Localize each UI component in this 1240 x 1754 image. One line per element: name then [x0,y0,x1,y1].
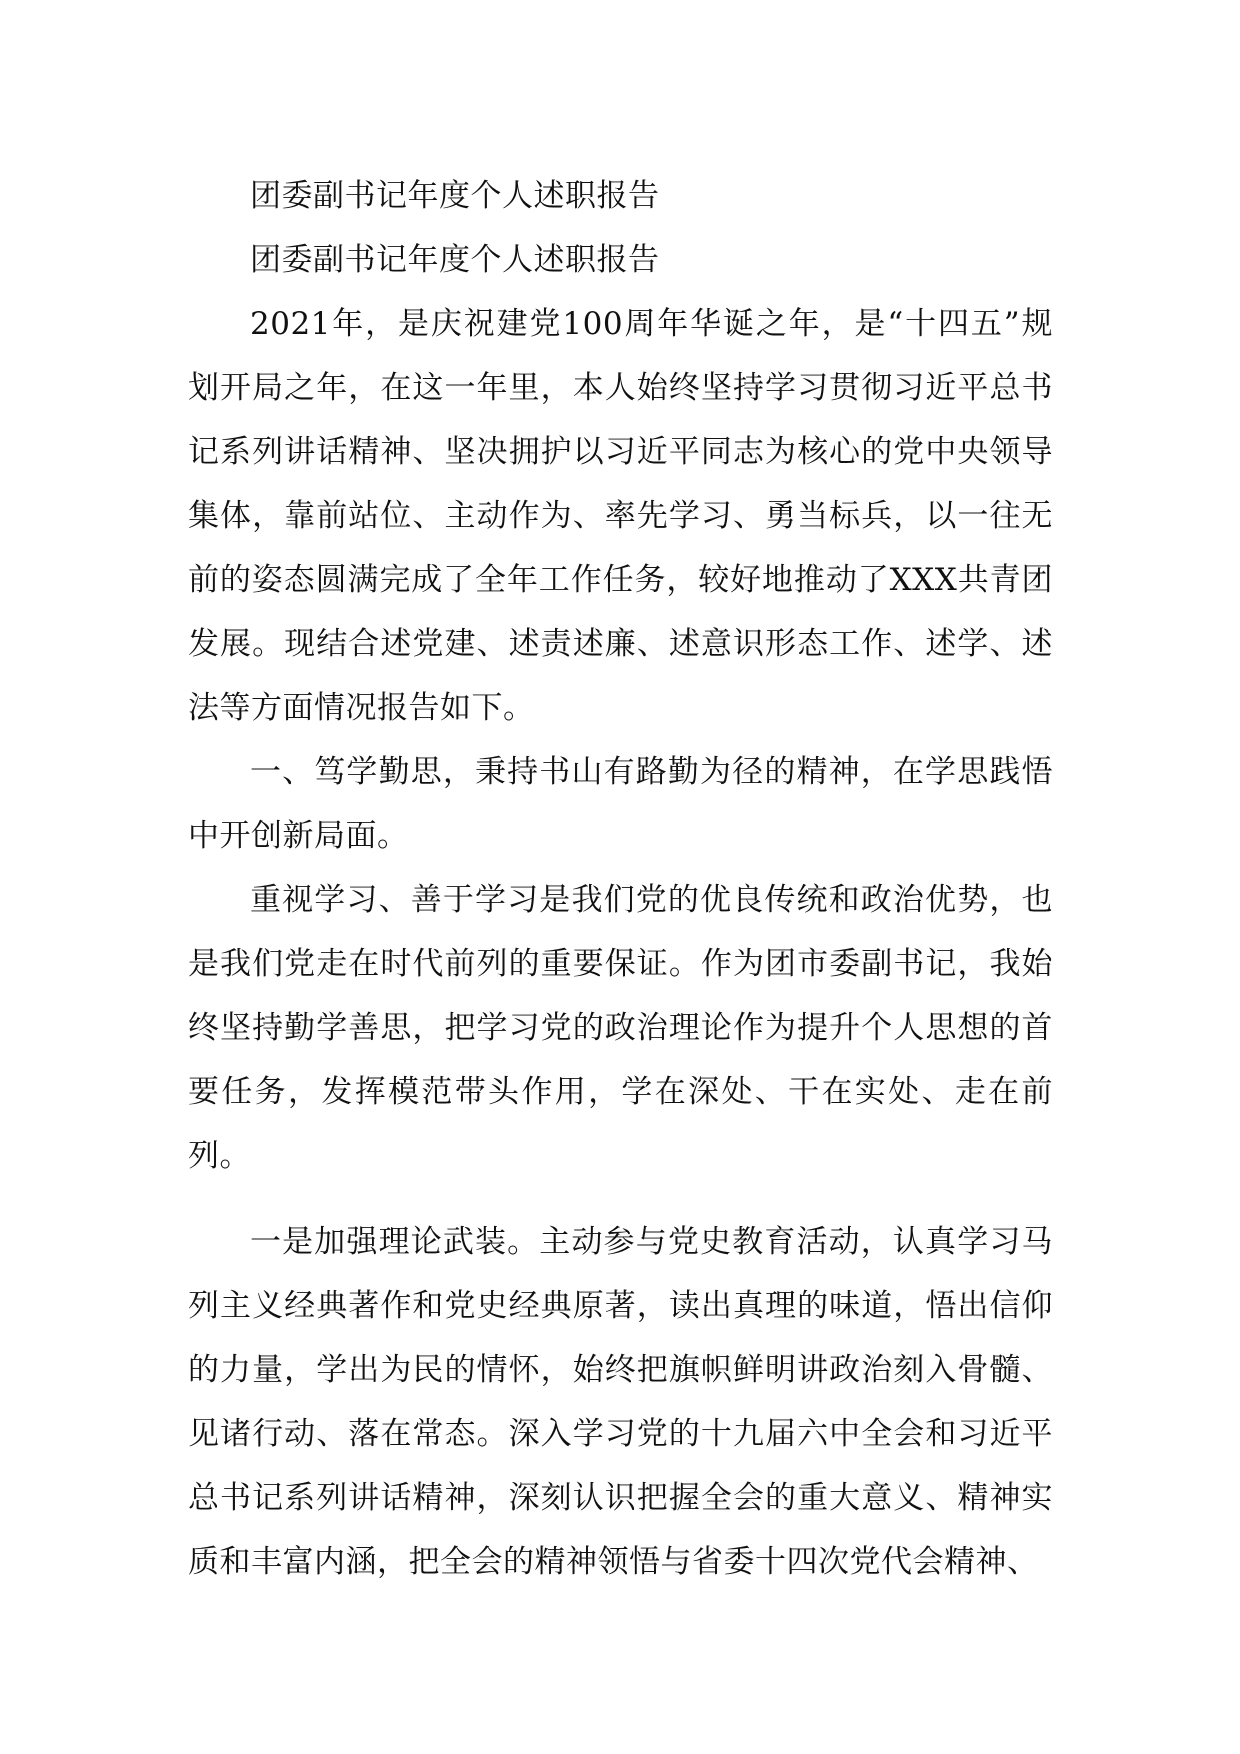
paragraph-study: 重视学习、善于学习是我们党的优良传统和政治优势，也是我们党走在时代前列的重要保证。作为团市委副书记，我始终坚持勤学善思，把学习党的政治理论作为提升个人思想的首要任务，发挥模范带头作用，学在深处、干在实处、走在前列。 [188,882,1053,1174]
section-heading-1: 一、笃学勤思，秉持书山有路勤为径的精神，在学思践悟中开创新局面。 [188,754,1053,854]
document-body [188,164,1053,1594]
document-subtitle: 团委副书记年度个人述职报告 [250,242,660,278]
paragraph-theory: 一是加强理论武装。主动参与党史教育活动，认真学习马列主义经典著作和党史经典原著，读出真理的味道，悟出信仰的力量，学出为民的情怀，始终把旗帜鲜明讲政治刻入骨髓、见诸行动、落在常态。深入学习党的十九届六中全会和习近平总书记系列讲话精神，深刻认识把握全会的重大意义、精神实质和丰富内涵，把全会的精神领悟与省委十四次党代会精神、 [188,1224,1053,1580]
document-title: 团委副书记年度个人述职报告 [250,178,660,214]
paragraph-intro: 2021年，是庆祝建党100周年华诞之年，是“十四五”规划开局之年，在这一年里，本人始终坚持学习贯彻习近平总书记系列讲话精神、坚决拥护以习近平同志为核心的党中央领导集体，靠前站位、主动作为、率先学习、勇当标兵，以一往无前的姿态圆满完成了全年工作任务，较好地推动了XXX共青团发展。现结合述党建、述责述廉、述意识形态工作、述学、述法等方面情况报告如下。 [188,306,1053,726]
